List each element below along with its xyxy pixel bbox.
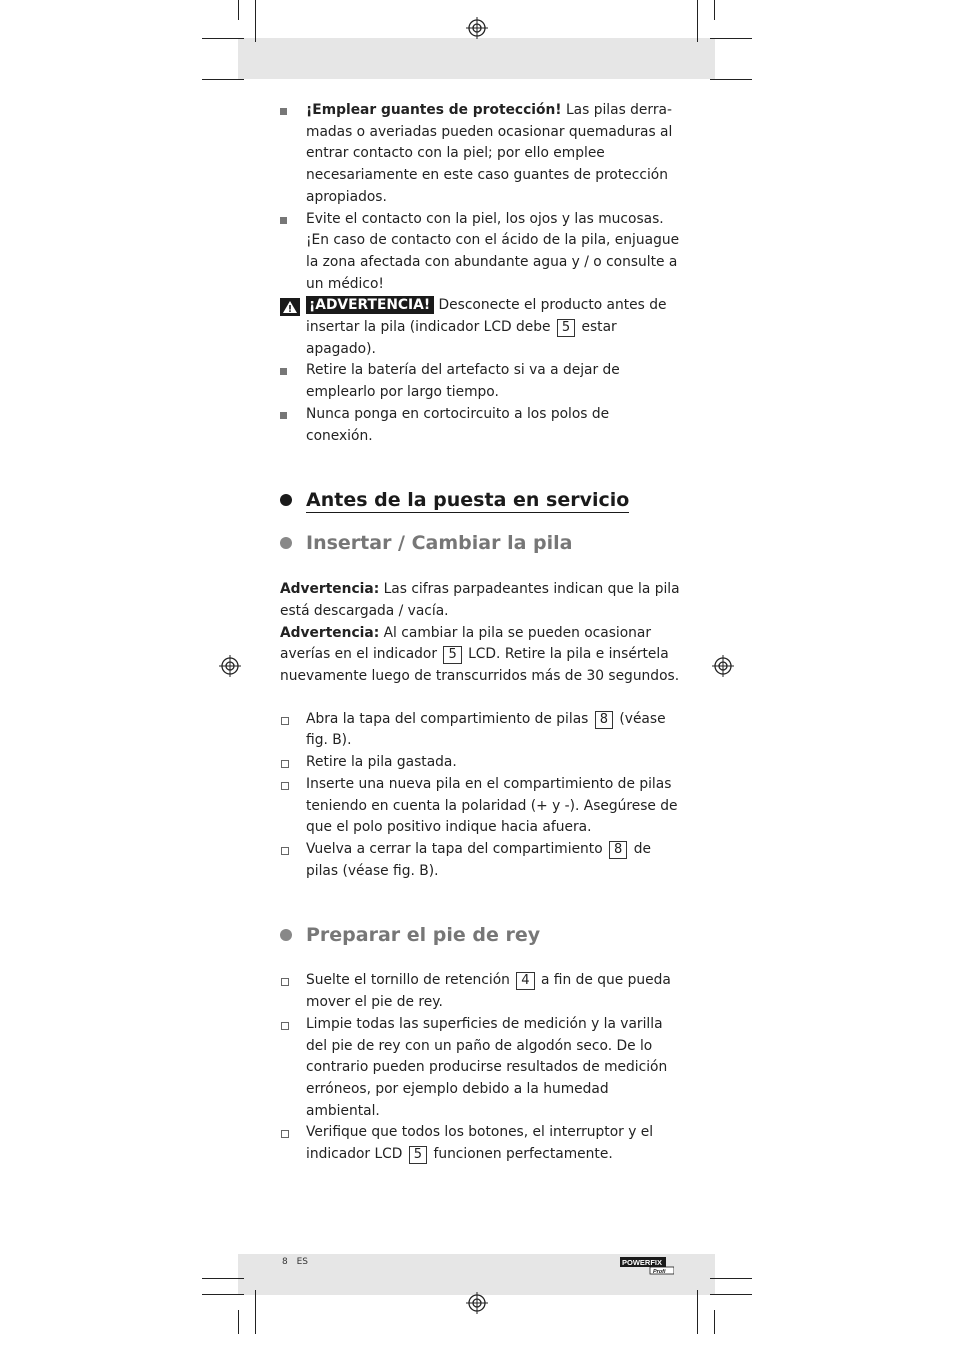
crop-mark [202, 1278, 244, 1279]
checkbox-bullet-icon [281, 1130, 289, 1138]
page-content [280, 100, 680, 1166]
list-item [280, 970, 680, 1013]
crop-mark [710, 79, 752, 80]
note-text: Las cifras parpadeantes indican que la pila está descargada / vacía. [280, 581, 680, 619]
note-label: Advertencia: [280, 624, 380, 641]
subsection-heading-text: Preparar el pie de rey [306, 924, 541, 947]
square-bullet-icon [280, 217, 287, 224]
logo-text: POWERFIX [622, 1258, 663, 1267]
bullet-dot-icon [280, 537, 292, 549]
reference-box: 8 [595, 711, 613, 729]
checkbox-bullet-icon [281, 1022, 289, 1030]
crop-mark [202, 1294, 244, 1295]
note-text: LCD. Retire la pila e insértela nuevamente luego de transcurridos más de 30 segundos. [280, 646, 680, 685]
brand-logo [620, 1257, 674, 1275]
crop-mark [238, 1310, 239, 1334]
list-item [280, 209, 680, 296]
safety-strong-text: ¡Emplear guantes de protección! [306, 102, 562, 118]
battery-steps [280, 709, 680, 883]
step-text: Limpie todas las superficies de medición y la varilla del pie de rey con un paño de algodón seco. De lo contrario pueden producirse resultados de medición erróneos, por ejemplo debido a la humedad ambiental. [306, 1015, 668, 1119]
registration-mark-icon [466, 17, 488, 39]
checkbox-bullet-icon [281, 760, 289, 768]
note-paragraph [280, 623, 680, 688]
subsection-heading [280, 530, 680, 556]
warning-item [280, 295, 680, 360]
warning-label: ¡ADVERTENCIA! [306, 296, 434, 314]
bullet-dot-icon [280, 929, 292, 941]
crop-mark [710, 1294, 752, 1295]
square-bullet-icon [280, 368, 287, 375]
page-footer [282, 1257, 308, 1267]
step-text: Verifique que todos los botones, el interruptor y el indicador LCD [306, 1124, 654, 1163]
note-text: Al cambiar la pila se pueden ocasionar averías en el indicador [280, 624, 652, 663]
step-text: Vuelva a cerrar la tapa del compartimiento [306, 840, 608, 857]
reference-box: 5 [443, 646, 461, 664]
step-text: Retire la pila gastada. [306, 754, 457, 771]
caliper-steps [280, 970, 680, 1165]
checkbox-bullet-icon [281, 847, 289, 855]
warning-text: Desconecte el producto antes de insertar la pila (indicador LCD debe [306, 297, 667, 336]
registration-mark-icon [712, 655, 734, 677]
crop-mark [710, 38, 752, 39]
note-label: Advertencia: [280, 581, 380, 598]
reference-box: 5 [409, 1146, 427, 1164]
list-item [280, 752, 680, 774]
list-item [280, 709, 680, 752]
reference-box: 8 [609, 841, 627, 859]
crop-mark [202, 38, 244, 39]
step-text: Inserte una nueva pila en el compartimiento de pilas teniendo en cuenta la polaridad (+ y -). Asegúrese de que el polo positivo indique hacia afuera. [306, 775, 678, 836]
square-bullet-icon [280, 108, 287, 115]
step-text: (véase fig. B). [306, 710, 666, 749]
crop-mark [202, 79, 244, 80]
crop-mark [714, 1310, 715, 1334]
step-text: Suelte el tornillo de retención [306, 972, 515, 989]
crop-mark [238, 0, 239, 20]
safety-text: Retire la batería del artefacto si va a dejar de emplearlo por largo tiempo. [306, 362, 620, 401]
header-band [238, 38, 715, 79]
list-item [280, 774, 680, 839]
safety-text: Las pilas derra-madas o averiadas pueden ocasionar quemaduras al entrar contacto con la piel; por ello emplee necesariamente en este caso guantes de protección apropiados. [306, 102, 673, 205]
crop-mark [714, 0, 715, 20]
list-item [280, 100, 680, 209]
registration-mark-icon [466, 1292, 488, 1314]
crop-mark [697, 1290, 698, 1334]
list-item [280, 1122, 680, 1165]
safety-text: Nunca ponga en cortocircuito a los polos de conexión. [306, 405, 610, 444]
crop-mark [697, 0, 698, 42]
subsection-heading-text: Insertar / Cambiar la pila [306, 532, 573, 555]
checkbox-bullet-icon [281, 717, 289, 725]
bullet-dot-icon [280, 494, 292, 506]
list-item [280, 404, 680, 447]
square-bullet-icon [280, 412, 287, 419]
step-text: Abra la tapa del compartimiento de pilas [306, 710, 593, 727]
logo-subtext: Profi [653, 1269, 666, 1275]
subsection-heading [280, 922, 680, 948]
safety-text: Evite el contacto con la piel, los ojos y las mucosas. ¡En caso de contacto con el ácido de la pila, enjuague la zona afectada con abundante agua y / o consulte a un médico! [306, 210, 680, 292]
crop-mark [710, 1278, 752, 1279]
warning-triangle-icon [280, 298, 300, 316]
reference-box: 4 [516, 972, 534, 990]
section-heading [280, 487, 680, 513]
page-number: 8 [282, 1257, 288, 1267]
checkbox-bullet-icon [281, 782, 289, 790]
list-item [280, 360, 680, 403]
registration-mark-icon [219, 655, 241, 677]
note-paragraph [280, 579, 680, 622]
section-heading-text: Antes de la puesta en servicio [306, 489, 630, 512]
list-item [280, 1014, 680, 1123]
warning-text: estar apagado). [306, 319, 617, 357]
checkbox-bullet-icon [281, 978, 289, 986]
step-text: funcionen perfectamente. [429, 1146, 613, 1163]
reference-box: 5 [557, 319, 575, 337]
step-text: de pilas (véase fig. B). [306, 840, 651, 879]
crop-mark [255, 1290, 256, 1334]
crop-mark [255, 0, 256, 42]
step-text: a fin de que pueda mover el pie de rey. [306, 972, 671, 1011]
language-code: ES [296, 1257, 309, 1267]
list-item [280, 839, 680, 882]
